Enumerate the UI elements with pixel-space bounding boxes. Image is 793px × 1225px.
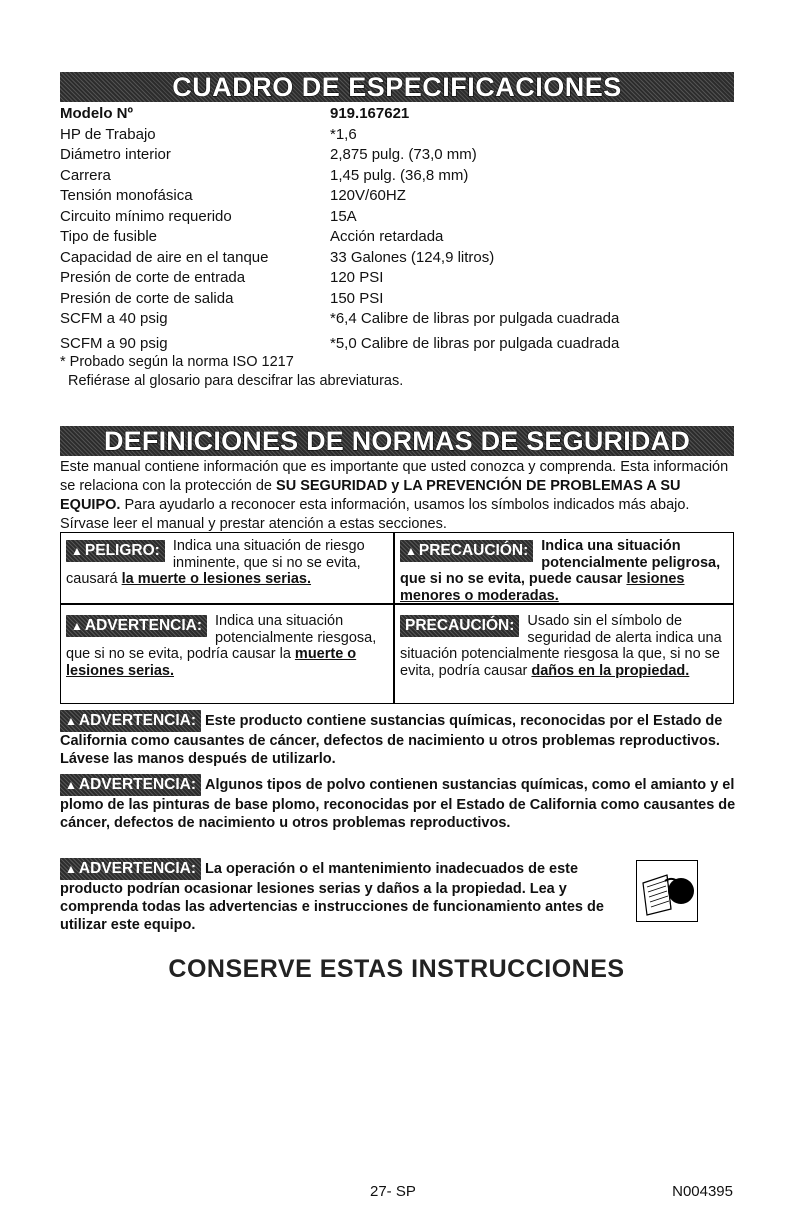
warning-dust — [60, 774, 740, 832]
spec-row — [60, 227, 619, 248]
spec-value: 33 Galones (124,9 litros) — [330, 248, 495, 266]
spec-label: Tipo de fusible — [60, 228, 158, 245]
spec-row — [60, 309, 619, 330]
advertencia-badge — [66, 615, 207, 637]
safety-intro — [60, 458, 740, 534]
definition-peligro — [60, 532, 394, 604]
peligro-badge-label: PELIGRO: — [84, 542, 160, 559]
spec-label: Tensión monofásica — [60, 187, 193, 204]
warning-badge — [60, 710, 201, 732]
conserve-text: CONSERVE ESTAS INSTRUCCIONES — [168, 955, 625, 983]
alert-triangle-icon: ▲ — [71, 619, 83, 633]
intro-text: Este manual contiene información que es importante que usted conozca y comprenda. Esta información se relaciona con la protección de — [60, 459, 729, 494]
spec-row — [60, 125, 619, 146]
spec-row — [60, 268, 619, 289]
definition-precaucion-alert — [394, 532, 734, 604]
warning-badge — [60, 858, 201, 880]
spec-value: 2,875 pulg. (73,0 mm) — [330, 146, 477, 163]
warning-operation — [60, 858, 620, 934]
precaucion-plain-emph: daños en la propiedad. — [531, 662, 690, 679]
spec-row — [60, 145, 619, 166]
precaucion-plain-badge-label: PRECAUCIÓN: — [405, 617, 515, 634]
spec-label: Modelo Nº — [60, 105, 133, 122]
specs-banner — [60, 72, 734, 102]
spec-row — [60, 334, 619, 355]
spec-label: Capacidad de aire en el tanque — [60, 248, 269, 266]
precaucion-text: Indica una situación potencialmente peligrosa, que si no se evita, puede causar — [400, 538, 721, 587]
precaucion-emph: lesiones menores o moderadas. — [400, 571, 685, 604]
advertencia-badge-label: ADVERTENCIA: — [84, 617, 203, 634]
spec-value: *6,4 Calibre de libras por pulgada cuadrada — [330, 310, 620, 327]
safety-banner — [60, 426, 734, 456]
warning-badge-label: ADVERTENCIA: — [78, 776, 197, 793]
spec-value: 120V/60HZ — [330, 187, 406, 204]
page-number: 27- SP — [370, 1183, 416, 1200]
conserve-instructions-heading — [0, 955, 793, 984]
alert-triangle-icon: ▲ — [65, 862, 77, 876]
definition-precaucion-plain — [394, 604, 734, 704]
warning-badge — [60, 774, 201, 796]
alert-triangle-icon: ▲ — [71, 544, 83, 558]
intro-bold: SU SEGURIDAD y LA PREVENCIÓN DE PROBLEMAS A SU EQUIPO. — [60, 478, 681, 513]
specs-table — [60, 104, 619, 354]
spec-label: Diámetro interior — [60, 146, 171, 163]
alert-triangle-icon: ▲ — [65, 778, 77, 792]
precaucion-badge — [400, 540, 533, 562]
alert-triangle-icon: ▲ — [405, 544, 417, 558]
advertencia-emph: muerte o lesiones serias. — [66, 646, 357, 679]
spec-value: 919.167621 — [330, 105, 410, 122]
spec-label: HP de Trabajo — [60, 125, 156, 143]
spec-value: Acción retardada — [330, 228, 444, 245]
spec-value: *5,0 Calibre de libras por pulgada cuadrada — [330, 334, 620, 352]
spec-label: SCFM a 40 psig — [60, 310, 168, 327]
spec-row — [60, 166, 619, 187]
spec-label: Circuito mínimo requerido — [60, 207, 232, 225]
spec-row — [60, 289, 619, 310]
footnote-iso: * Probado según la norma ISO 1217 — [60, 354, 294, 370]
precaucion-plain-badge — [400, 615, 519, 637]
spec-label: Carrera — [60, 166, 111, 184]
warning-chemicals — [60, 710, 740, 768]
definition-advertencia — [60, 604, 394, 704]
warning-badge-label: ADVERTENCIA: — [78, 860, 197, 877]
spec-row-model — [60, 104, 619, 125]
alert-triangle-icon: ▲ — [65, 714, 77, 728]
warning-badge-label: ADVERTENCIA: — [78, 712, 197, 729]
spec-label: Presión de corte de salida — [60, 289, 234, 307]
precaucion-plain-text: Usado sin el símbolo de seguridad de alerta indica una situación potencialmente riesgosa la que, si no se evita, podría causar — [400, 613, 722, 679]
specs-banner-title: CUADRO DE ESPECIFICACIONES — [172, 72, 622, 102]
advertencia-text: Indica una situación potencialmente riesgosa, que si no se evita, podría causar la — [66, 613, 377, 662]
specs-footnote — [60, 353, 403, 391]
read-manual-icon — [636, 860, 698, 922]
warning-text: La operación o el mantenimiento inadecuados de este producto podrían ocasionar lesiones serias y daños a la propiedad. Lea y comprenda todas las advertencias e instrucciones de funcionamiento antes de utilizar este equipo. — [60, 861, 604, 933]
spec-value: 15A — [330, 207, 357, 225]
peligro-text: Indica una situación de riesgo inminente, que si no se evita, causará — [66, 538, 365, 587]
footnote-glossary: Refiérase al glosario para descifrar las abreviaturas. — [68, 373, 404, 389]
spec-value: 120 PSI — [330, 269, 384, 286]
spec-label: SCFM a 90 psig — [60, 334, 168, 352]
spec-row — [60, 248, 619, 269]
intro-text-2: Para ayudarlo a reconocer esta información, usamos los símbolos indicados más abajo. Sírvase leer el manual y prestar atención a estas secciones. — [60, 497, 690, 532]
peligro-badge — [66, 540, 165, 562]
spec-value: *1,6 — [330, 125, 357, 143]
document-code: N004395 — [672, 1183, 733, 1200]
warning-text: Algunos tipos de polvo contienen sustancias químicas, como el amianto y el plomo de las pinturas de base plomo, reconocidas por el Estado de California como causantes de cáncer, defectos de nacimiento u otros problemas reproductivos. — [60, 777, 736, 831]
peligro-emph: la muerte o lesiones serias. — [121, 571, 312, 587]
precaucion-badge-label: PRECAUCIÓN: — [418, 542, 529, 559]
warning-text: Este producto contiene sustancias químicas, reconocidas por el Estado de California como causantes de cáncer, defectos de nacimiento u otros problemas reproductivos. Lávese las manos después de utilizarlo. — [60, 713, 723, 767]
spec-label: Presión de corte de entrada — [60, 269, 246, 286]
spec-value: 150 PSI — [330, 289, 384, 307]
spec-value: 1,45 pulg. (36,8 mm) — [330, 166, 469, 184]
spec-row — [60, 186, 619, 207]
spec-row — [60, 207, 619, 228]
safety-banner-title: DEFINICIONES DE NORMAS DE SEGURIDAD — [103, 426, 691, 456]
